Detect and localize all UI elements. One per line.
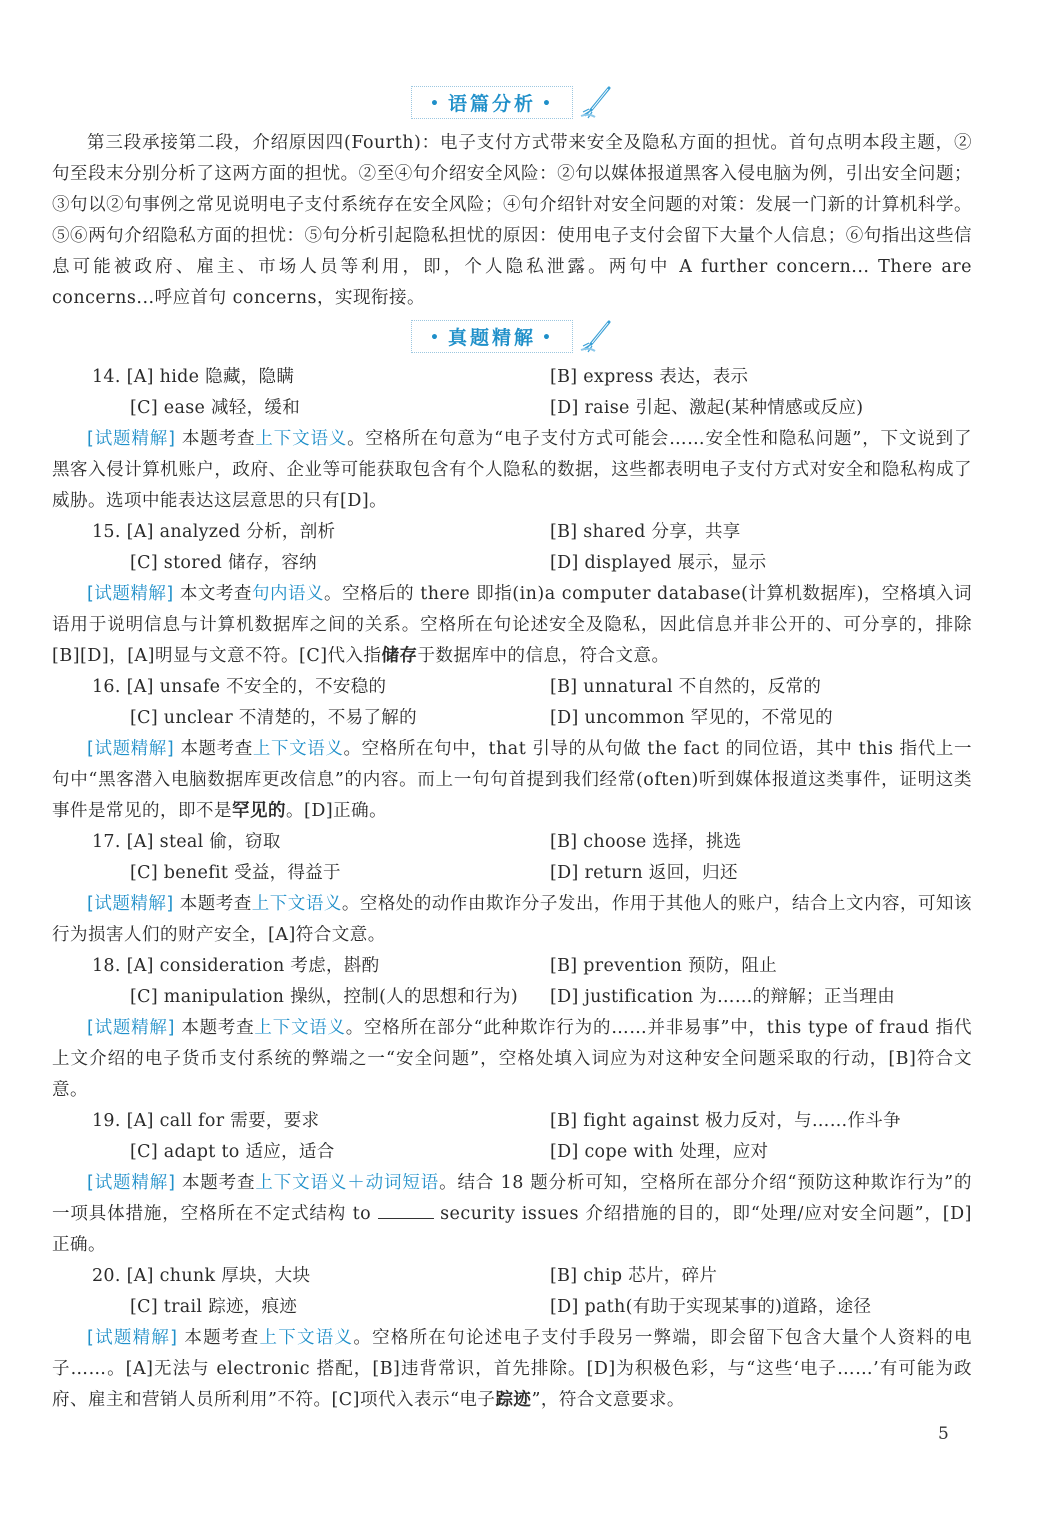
question-number: 16.	[92, 677, 121, 697]
option-a: [A] steal 偷，窃取	[126, 832, 281, 852]
option-b: [B] prevention 预防，阻止	[550, 956, 778, 976]
explanation-lead: 本题考查	[181, 1018, 255, 1038]
explanation-text: 。空格所在句中，that 引导的从句做 the fact 的同位语，其中 this 指代上一句中“黑客潜入电脑数据库更改信息”的内容。而上一句句首提到我们经常(often)听到媒体报道这类事件，证明这类事件是常见的，即不是	[52, 739, 972, 821]
section-header-analysis	[52, 84, 972, 120]
key-word: 踪迹	[495, 1390, 532, 1410]
question-number: 14.	[92, 367, 121, 387]
option-c: [C] ease 减轻，缓和	[130, 398, 300, 418]
topic-highlight: 句内语义	[251, 584, 325, 604]
explanation-label: [试题精解]	[87, 894, 174, 914]
bullet-dot-icon: •	[430, 96, 442, 112]
option-a: [A] chunk 厚块，大块	[126, 1266, 311, 1286]
option-c: [C] unclear 不清楚的，不易了解的	[130, 708, 417, 728]
explanation-label: [试题精解]	[87, 1328, 178, 1348]
explanation	[52, 889, 972, 951]
option-b: [B] choose 选择，挑选	[550, 832, 742, 852]
explanation	[52, 1168, 972, 1261]
explanation-lead: 本题考查	[181, 1173, 256, 1193]
option-d: [D] displayed 展示，显示	[550, 553, 767, 573]
option-a: [A] call for 需要，要求	[126, 1111, 320, 1131]
explanation-text: 。空格所在句论述电子支付手段另一弊端，即会留下包含大量个人资料的电子……。[A]无法与 electronic 搭配，[B]违背常识，首先排除。[D]为积极色彩，与“这些‘电子……’有可能为政府、雇主和营销人员所利用”不符。[C]项代入表示“电子	[52, 1328, 973, 1410]
brush-icon	[579, 319, 613, 353]
question-18	[52, 951, 972, 1106]
key-word: 罕见的	[232, 801, 286, 821]
section-title: 真题精解	[447, 326, 536, 349]
explanation-lead: 本题考查	[180, 739, 253, 759]
question-number: 19.	[92, 1111, 121, 1131]
explanation-label: [试题精解]	[87, 429, 176, 449]
explanation-text: 。空格所在句意为“电子支付方式可能会……安全性和隐私问题”，下文说到了黑客入侵计算机账户，政府、企业等可能获取包含有个人隐私的数据，这些都表明电子支付方式对安全和隐私构成了威胁。选项中能表达这层意思的只有[D]。	[52, 429, 972, 511]
option-a: [A] hide 隐藏，隐瞒	[126, 367, 295, 387]
option-c: [C] adapt to 适应，适合	[130, 1142, 335, 1162]
option-b: [B] chip 芯片，碎片	[550, 1266, 718, 1286]
brush-icon	[579, 85, 613, 119]
topic-highlight: 上下文语义	[255, 429, 348, 449]
question-15	[52, 517, 972, 672]
option-d: [D] return 返回，归还	[550, 863, 738, 883]
section-title-box	[411, 320, 573, 353]
option-a: [A] consideration 考虑，斟酌	[126, 956, 380, 976]
explanation-label: [试题精解]	[87, 1173, 176, 1193]
option-d: [D] cope with 处理，应对	[550, 1142, 769, 1162]
explanation-lead: 本文考查	[179, 584, 252, 604]
page-number: 5	[938, 1424, 949, 1444]
bullet-dot-icon: •	[542, 96, 554, 112]
question-19	[52, 1106, 972, 1261]
explanation-text: 。结合 18 题分析可知，空格所在部分介绍“预防这种欺诈行为”的一项具体措施，空格所在不定式结构 to	[52, 1173, 972, 1224]
topic-highlight: 上下文语义	[251, 894, 342, 914]
explanation	[52, 579, 972, 672]
explanation-label: [试题精解]	[87, 739, 175, 759]
explanation-label: [试题精解]	[87, 1018, 175, 1038]
option-c: [C] trail 踪迹，痕迹	[130, 1297, 298, 1317]
option-a: [A] analyzed 分析，剖析	[126, 522, 336, 542]
question-number: 17.	[92, 832, 121, 852]
explanation	[52, 734, 972, 827]
question-16	[52, 672, 972, 827]
option-b: [B] express 表达，表示	[550, 367, 749, 387]
topic-highlight: 上下文语义	[254, 1018, 346, 1038]
question-number: 18.	[92, 956, 121, 976]
option-c: [C] manipulation 操纵，控制(人的思想和行为)	[130, 987, 518, 1007]
explanation-text: ”，符合文意要求。	[531, 1390, 685, 1410]
explanation-text: security issues 介绍措施的目的，即“处理/应对安全问题”，[D]正确。	[52, 1204, 972, 1255]
option-d: [D] raise 引起、激起(某种情感或反应)	[550, 398, 864, 418]
section-title-box	[411, 86, 573, 119]
explanation-lead: 本题考查	[181, 429, 256, 449]
analysis-paragraph: 第三段承接第二段，介绍原因四(Fourth)：电子支付方式带来安全及隐私方面的担忧。首句点明本段主题，②句至段末分别分析了这两方面的担忧。②至④句介绍安全风险：②句以媒体报道黑客入侵电脑为例，引出安全问题；③句以②句事例之常见说明电子支付系统存在安全风险；④句介绍针对安全问题的对策：发展一门新的计算机科学。⑤⑥两句介绍隐私方面的担忧：⑤句分析引起隐私担忧的原因：使用电子支付会留下大量个人信息；⑥句指出这些信息可能被政府、雇主、市场人员等利用，即，个人隐私泄露。两句中 A further concern... There are concerns...呼应首句 concerns，实现衔接。	[52, 133, 972, 308]
option-b: [B] shared 分享，共享	[550, 522, 741, 542]
topic-highlight: 上下文语义	[259, 1328, 354, 1348]
key-word: 储存	[381, 646, 418, 666]
option-d: [D] justification 为……的辩解；正当理由	[550, 987, 896, 1007]
explanation-text: 。空格处的动作由欺诈分子发出，作用于其他人的账户，结合上文内容，可知该行为损害人们的财产安全，[A]符合文意。	[52, 894, 973, 945]
fill-in-blank	[378, 1200, 434, 1219]
page-content	[52, 80, 972, 1416]
option-a: [A] unsafe 不安全的，不安稳的	[126, 677, 387, 697]
topic-highlight: 上下文语义＋动词短语	[255, 1173, 440, 1193]
bullet-dot-icon: •	[430, 330, 442, 346]
section-title: 语篇分析	[447, 92, 536, 115]
explanation	[52, 424, 972, 517]
explanation	[52, 1323, 972, 1416]
topic-highlight: 上下文语义	[252, 739, 344, 759]
explanation-text: 。[D]正确。	[286, 801, 388, 821]
explanation	[52, 1013, 972, 1106]
question-number: 15.	[92, 522, 121, 542]
bullet-dot-icon: •	[542, 330, 554, 346]
option-d: [D] path(有助于实现某事的)道路，途径	[550, 1297, 872, 1317]
question-17	[52, 827, 972, 951]
question-number: 20.	[92, 1266, 121, 1286]
option-c: [C] stored 储存，容纳	[130, 553, 317, 573]
explanation-lead: 本题考查	[179, 894, 252, 914]
section-header-solutions	[52, 318, 972, 354]
option-d: [D] uncommon 罕见的，不常见的	[550, 708, 833, 728]
explanation-text: 。空格后的 there 即指(in)a computer database(计算机数据库)，空格填入词语用于说明信息与计算机数据库之间的关系。空格所在句论述安全及隐私，因此信息并非公开的、可分享的，排除[B][D]，[A]明显与文意不符。[C]代入指	[52, 584, 973, 666]
option-b: [B] fight against 极力反对，与……作斗争	[550, 1111, 901, 1131]
explanation-label: [试题精解]	[87, 584, 174, 604]
question-14	[52, 362, 972, 517]
explanation-text: 于数据库中的信息，符合文意。	[417, 646, 670, 666]
explanation-text: 。空格所在部分“此种欺诈行为的……并非易事”中，this type of fraud 指代上文介绍的电子货币支付系统的弊端之一“安全问题”，空格处填入词应为对这种安全问题采取的行动，[B]符合文意。	[52, 1018, 973, 1100]
explanation-lead: 本题考查	[184, 1328, 260, 1348]
option-b: [B] unnatural 不自然的，反常的	[550, 677, 822, 697]
option-c: [C] benefit 受益，得益于	[130, 863, 341, 883]
question-20	[52, 1261, 972, 1416]
